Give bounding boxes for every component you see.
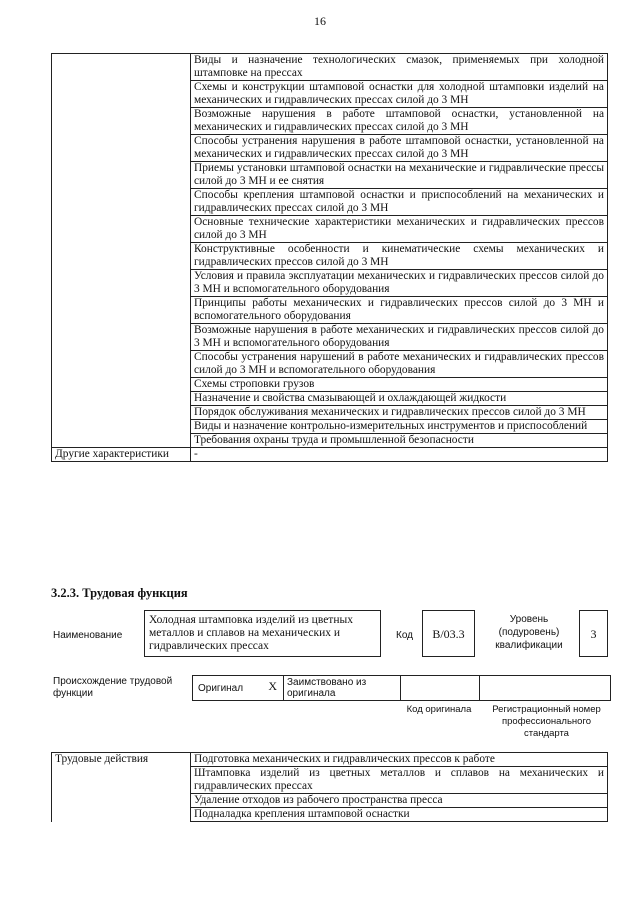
knowledge-item: Приемы установки штамповой оснастки на механические и гидравлические прессы силой до 3 МН и ее снятия <box>191 162 608 189</box>
origin-row <box>192 675 611 701</box>
knowledge-label-cell <box>52 54 191 448</box>
knowledge-table <box>51 53 608 462</box>
labor-actions-label: Трудовые действия <box>52 753 191 822</box>
knowledge-row <box>52 54 608 81</box>
other-characteristics-value: - <box>191 448 608 462</box>
knowledge-item: Виды и назначение технологических смазок, применяемых при холодной штамповке на прессах <box>191 54 608 81</box>
qualification-level-field: 3 <box>579 610 608 657</box>
labor-action-item: Штамповка изделий из цветных металлов и сплавов на механических и гидравлических прессах <box>191 767 608 794</box>
registration-number-caption: Регистрационный номер профессионального стандарта <box>492 704 601 739</box>
other-characteristics-label: Другие характеристики <box>52 448 191 462</box>
knowledge-item: Принципы работы механических и гидравлических прессов силой до 3 МН и вспомогательного оборудования <box>191 297 608 324</box>
labor-action-row <box>52 753 608 767</box>
registration-number-cell <box>480 676 610 700</box>
knowledge-item: Требования охраны труда и промышленной безопасности <box>191 434 608 448</box>
knowledge-item: Схемы строповки грузов <box>191 378 608 392</box>
knowledge-item: Назначение и свойства смазывающей и охлаждающей жидкости <box>191 392 608 406</box>
knowledge-item: Способы устранения нарушений в работе механических и гидравлических прессов силой до 3 МН и вспомогательного оборудования <box>191 351 608 378</box>
original-mark: X <box>268 679 277 693</box>
code-original-caption: Код оригинала <box>406 704 472 715</box>
knowledge-item: Порядок обслуживания механических и гидравлических прессов силой до 3 МН <box>191 406 608 420</box>
knowledge-item: Основные технические характеристики механических и гидравлических прессов силой до 3 МН <box>191 216 608 243</box>
name-label: Наименование <box>53 630 123 641</box>
code-field: B/03.3 <box>422 610 475 657</box>
knowledge-item: Возможные нарушения в работе штамповой оснастки, установленной на механических и гидравлических прессах силой до 3 МН <box>191 108 608 135</box>
knowledge-item: Виды и назначение контрольно-измерительных инструментов и приспособлений <box>191 420 608 434</box>
knowledge-item: Схемы и конструкции штамповой оснастки для холодной штамповки изделий на механических и гидравлических прессах силой до 3 МН <box>191 81 608 108</box>
origin-label: Происхождение трудовой функции <box>53 676 173 699</box>
knowledge-item: Возможные нарушения в работе механических и гидравлических прессов силой до 3 МН и вспомогательного оборудования <box>191 324 608 351</box>
other-characteristics-row <box>52 448 608 462</box>
qualification-level-label: Уровень (подуровень) квалификации <box>495 614 563 651</box>
page-number: 16 <box>314 14 326 28</box>
original-label: Оригинал <box>198 682 244 694</box>
knowledge-item: Способы устранения нарушения в работе штамповой оснастки, установленной на механических и гидравлических прессах силой до 3 МН <box>191 135 608 162</box>
knowledge-item: Конструктивные особенности и кинематические схемы механических и гидравлических прессов силой до 3 МН <box>191 243 608 270</box>
function-name-field: Холодная штамповка изделий из цветных металлов и сплавов на механических и гидравлических прессах <box>144 610 381 657</box>
labor-actions-table <box>51 752 608 822</box>
labor-action-item: Удаление отходов из рабочего пространства пресса <box>191 794 608 808</box>
borrowed-cell: Заимствовано из оригинала <box>284 676 401 700</box>
section-title: 3.2.3. Трудовая функция <box>51 586 188 600</box>
original-cell <box>193 676 284 700</box>
code-label: Код <box>396 630 414 641</box>
labor-action-item: Подналадка крепления штамповой оснастки <box>191 808 608 822</box>
original-code-cell <box>401 676 480 700</box>
knowledge-item: Условия и правила эксплуатации механических и гидравлических прессов силой до 3 МН и вспомогательного оборудования <box>191 270 608 297</box>
knowledge-item: Способы крепления штамповой оснастки и приспособлений на механических и гидравлических прессах силой до 3 МН <box>191 189 608 216</box>
labor-action-item: Подготовка механических и гидравлических прессов к работе <box>191 753 608 767</box>
